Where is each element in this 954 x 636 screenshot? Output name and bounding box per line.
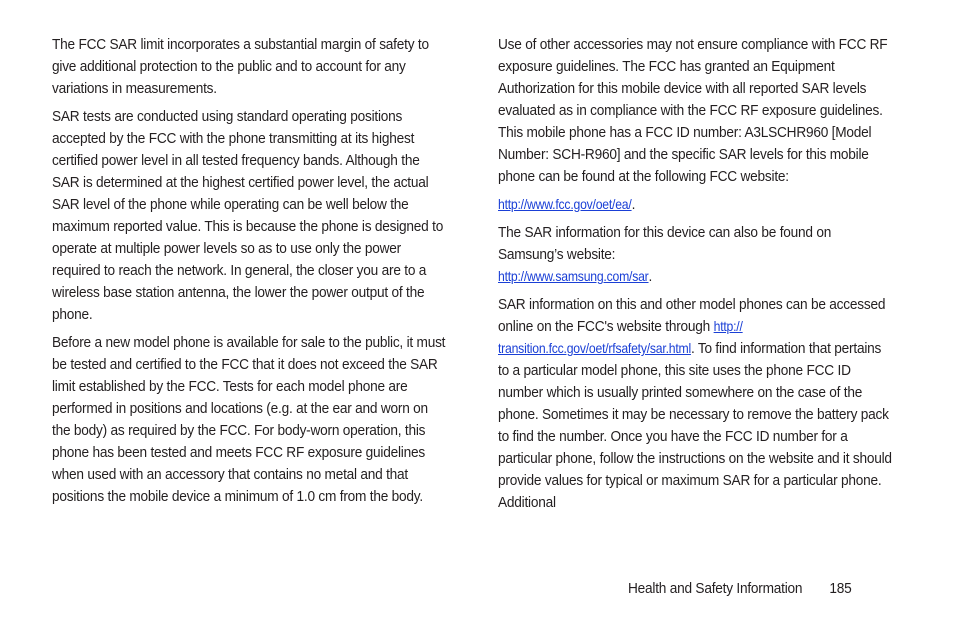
paragraph-sar-tests: SAR tests are conducted using standard operating positions accepted by the FCC with the phone transmitting at its highest certified power level in all tested frequency bands. Although the SAR is determined at the highest certified power level, the actual SAR level of the phone while operating can be well below the maximum reported value. This is because the phone is designed to operate at multiple power levels so as to use only the power required to reach the network. In general, the closer you are to a wireless base station antenna, the lower the power output of the phone. [52, 108, 444, 323]
left-column [52, 34, 446, 514]
footer-section-title: Health and Safety Information [628, 580, 803, 597]
paragraph-sar-limit: The FCC SAR limit incorporates a substantial margin of safety to give additional protection to the public and to account for any variations in measurements. [52, 36, 429, 97]
samsung-website-link[interactable]: http://www.samsung.com/sar [498, 269, 649, 284]
paragraph-more-info [498, 294, 894, 514]
fcc-sar-link-part1: http:// [713, 319, 743, 334]
page-number: 185 [829, 580, 852, 597]
paragraph-fcc-link [498, 194, 894, 216]
samsung-info-text: The SAR information for this device can also be found on Samsung’s website: [498, 224, 832, 263]
paragraph-certification: Before a new model phone is available for sale to the public, it must be tested and certified to the FCC that it does not exceed the SAR limit established by the FCC. Tests for each model phone are performed in positions and locations (e.g. at the ear and worn on the body) as required by the FCC. For body-worn operation, this phone has been tested and meets FCC RF exposure guidelines when used with an accessory that contains no metal and that positions the mobile device a minimum of 1.0 cm from the body. [52, 334, 446, 505]
page-footer [628, 578, 851, 600]
fcc-website-link[interactable]: http://www.fcc.gov/oet/ea/ [498, 197, 632, 212]
link1-period: . [631, 196, 636, 213]
fcc-sar-link-part2: transition.fcc.gov/oet/rfsafety/sar.html [498, 341, 691, 356]
link2-period: . [648, 268, 653, 285]
right-column [498, 34, 894, 520]
paragraph-samsung-info [498, 222, 894, 288]
paragraph-accessories: Use of other accessories may not ensure compliance with FCC RF exposure guidelines. The FCC has granted an Equipment Authorization for this mobile device with all reported SAR levels evaluated as in compliance with the FCC RF exposure guidelines. This mobile phone has a FCC ID number: A3LSCHR960 [Model Number: SCH-R960] and the specific SAR levels for this mobile phone can be found at the following FCC website: [498, 36, 888, 185]
more-info-end: . To find information that pertains to a particular model phone, this site uses the phone FCC ID number which is usually printed somewhere on the case of the phone. Sometimes it may be necessary to remove the battery pack to find the number. Once you have the FCC ID number for a particular phone, follow the instructions on the website and it should provide values for typical or maximum SAR for a particular phone. Additional [498, 340, 892, 511]
more-info-start: SAR information on this and other model phones can be accessed online on the FCC's website through [498, 296, 886, 335]
